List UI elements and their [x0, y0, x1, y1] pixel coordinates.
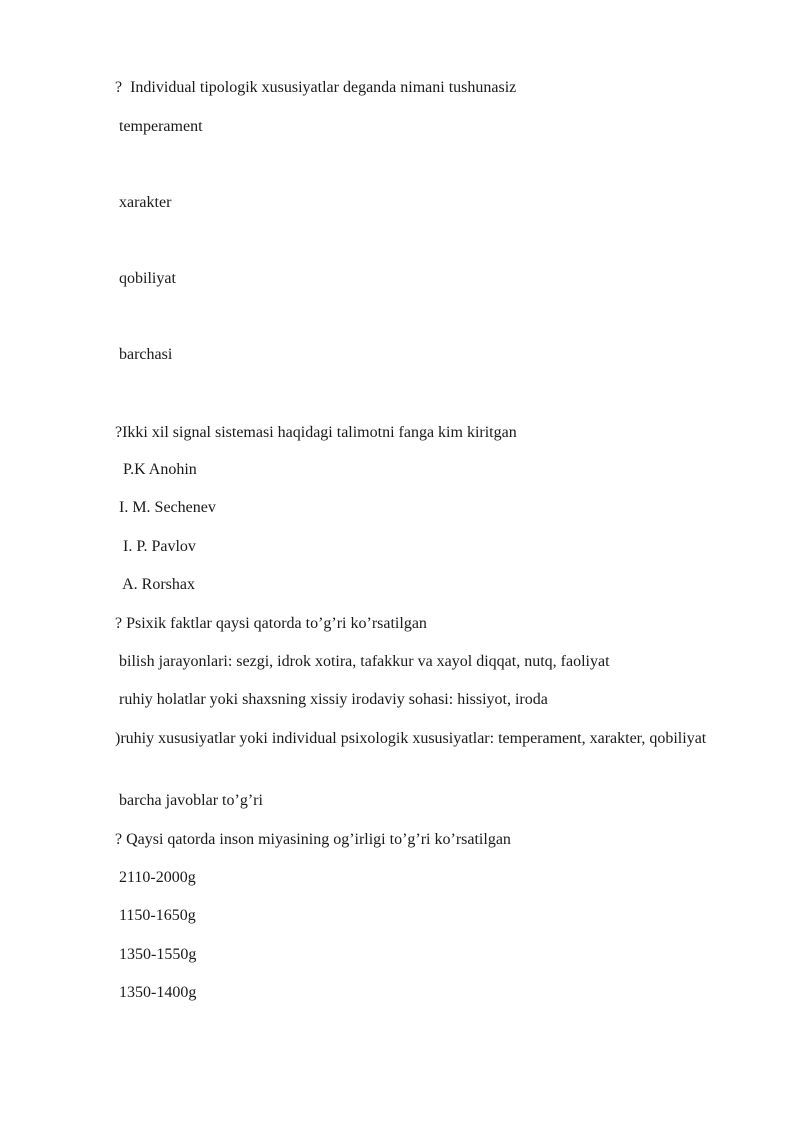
question-1-option-2: xarakter: [115, 194, 172, 211]
question-3-text: ? Psixik faktlar qaysi qatorda to’g’ri ko’rsatilgan: [115, 615, 427, 632]
question-4-option-3: 1350-1550g: [115, 946, 197, 963]
question-2-option-3: I. P. Pavlov: [115, 538, 196, 555]
question-4-option-2: 1150-1650g: [115, 907, 196, 924]
question-2-text: ?Ikki xil signal sistemasi haqidagi talimotni fanga kim kiritgan: [115, 424, 517, 441]
question-2-option-4: A. Rorshax: [115, 576, 195, 593]
question-4-option-1: 2110-2000g: [115, 869, 196, 886]
question-4-text: ? Qaysi qatorda inson miyasining og’irligi to’g’ri ko’rsatilgan: [115, 831, 511, 848]
question-3-option-1: bilish jarayonlari: sezgi, idrok xotira, tafakkur va xayol diqqat, nutq, faoliyat: [115, 653, 610, 670]
question-3-option-2: ruhiy holatlar yoki shaxsning xissiy irodaviy sohasi: hissiyot, iroda: [115, 691, 548, 708]
question-1-option-1: temperament: [115, 118, 203, 135]
question-3-option-4: barcha javoblar to’g’ri: [115, 792, 263, 809]
question-2-option-1: P.K Anohin: [115, 461, 197, 478]
question-2-option-2: I. M. Sechenev: [115, 499, 216, 516]
question-1-option-4: barchasi: [115, 346, 173, 363]
question-1-option-3: qobiliyat: [115, 270, 176, 287]
question-4-option-4: 1350-1400g: [115, 984, 197, 1001]
question-1-text: ? Individual tipologik xususiyatlar deganda nimani tushunasiz: [115, 79, 517, 96]
question-3-option-3: )ruhiy xususiyatlar yoki individual psixologik xususiyatlar: temperament, xarakter, qobiliyat: [115, 730, 707, 747]
